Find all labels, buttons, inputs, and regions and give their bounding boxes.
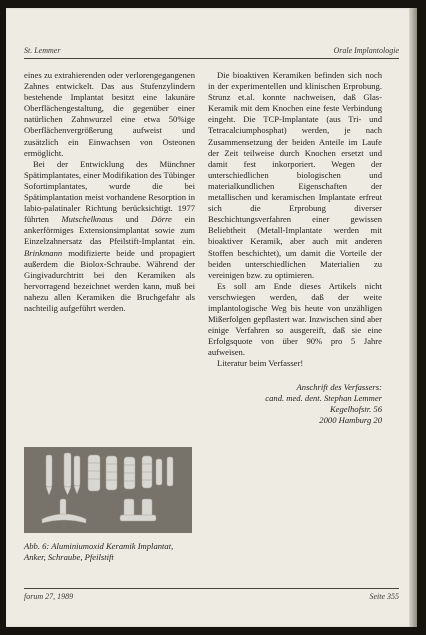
header-section: Orale Implantologie [333,46,399,55]
left-column [24,70,195,314]
right-column [208,70,382,426]
right-paragraph-1: Die bioaktiven Keramiken befinden sich noch in der experimentellen und klinischen Erprobung. Strunz et.al. konnte nachweisen, daß Glas-Keramik mit dem Knochen eine feste Verbindung eingeht. Die TCP-Implantate (aus Tri- und Tetracalciumphosphat) werden, je nach Zusammensetzung der beiden Anteile im Laufe der Zeit teilweise durch Knochen ersetzt und damit fest inkorporiert. Wegen der unterschiedlichen biologischen und materialkundlichen Eigenschaften der metallischen und keramischen Implantate erfreut sich die Erprobung diverser Beschichtungsverfahren einer gewissen Beliebtheit (Metall-Implantate werden mit bioaktiver Keramik, aber auch mit anderen Stoffen beschichtet), um damit die Vorteile der beiden unterschiedlichen Materialien zu vereinigen bzw. zu optimieren. [208,70,382,280]
implant-photo [24,447,192,533]
footer-rule [24,588,399,589]
header-author: St. Lemmer [24,46,61,55]
author-address [208,382,382,426]
page-number: Seite 355 [369,592,399,601]
page-gutter-shadow [409,8,417,627]
left-paragraph-1: eines zu extrahierenden oder verlorengegangenen Zahnes entwickelt. Das aus Stufenzylindern bestehende Implantat besitzt eine lakunäre Oberflächengestaltung, die gegenüber einer natürlichen Zahnwurzel eine etwa 50%ige Oberflächenvergrößerung aufweist und zusätzlich ein Einwachsen von Osteonen ermöglicht. [24,70,195,158]
left-paragraph-2: Bei der Entwicklung des Münchner Spätimplantates, einer Modifikation des Tübinger Sofortimplantates, wurde die bei Spätimplantation meist vorhandene Resorption in labio-palatinaler Richtung berücksichtigt. 1977 führten Mutschelknaus und Dörre ein ankerförmiges Extensionsimplantat sowie zum Einzelzahnersatz das Pfeilstift-Implantat ein. Brinkmann modifizierte beide und propagiert außerdem die Biolox-Schraube. Während der Gingivadurchtritt bei den Keramiken als hervorragend bezeichnet werden kann, muß bei nahezu allen Keramiken die Bruchgefahr als nachteilig aufgeführt werden. [24,158,195,313]
footer-issue: forum 27, 1989 [24,592,74,601]
figure-caption: Abb. 6: Aluminiumoxid Keramik Implantat, Anker, Schraube, Pfeilstift [24,541,174,563]
page [6,8,417,627]
right-paragraph-2: Es soll am Ende dieses Artikels nicht verschwiegen werden, daß der weite implantologische Weg bis heute von unzähligen Mißerfolgen gepflastert war. Inzwischen sind aber einige Verfahren so ausgereift, daß sie eine Erfolgsquote von über 90% pro 5 Jahre aufweisen. [208,280,382,358]
header-rule [24,58,399,59]
address-line-3: Kegelhofstr. 56 [329,403,382,414]
right-paragraph-3: Literatur beim Verfasser! [217,358,304,369]
address-line-1: Anschrift des Verfassers: [296,381,382,392]
address-line-4: 2000 Hamburg 20 [319,414,382,425]
ceramic-implants-image [24,447,192,533]
address-line-2: cand. med. dent. Stephan Lemmer [265,392,382,403]
